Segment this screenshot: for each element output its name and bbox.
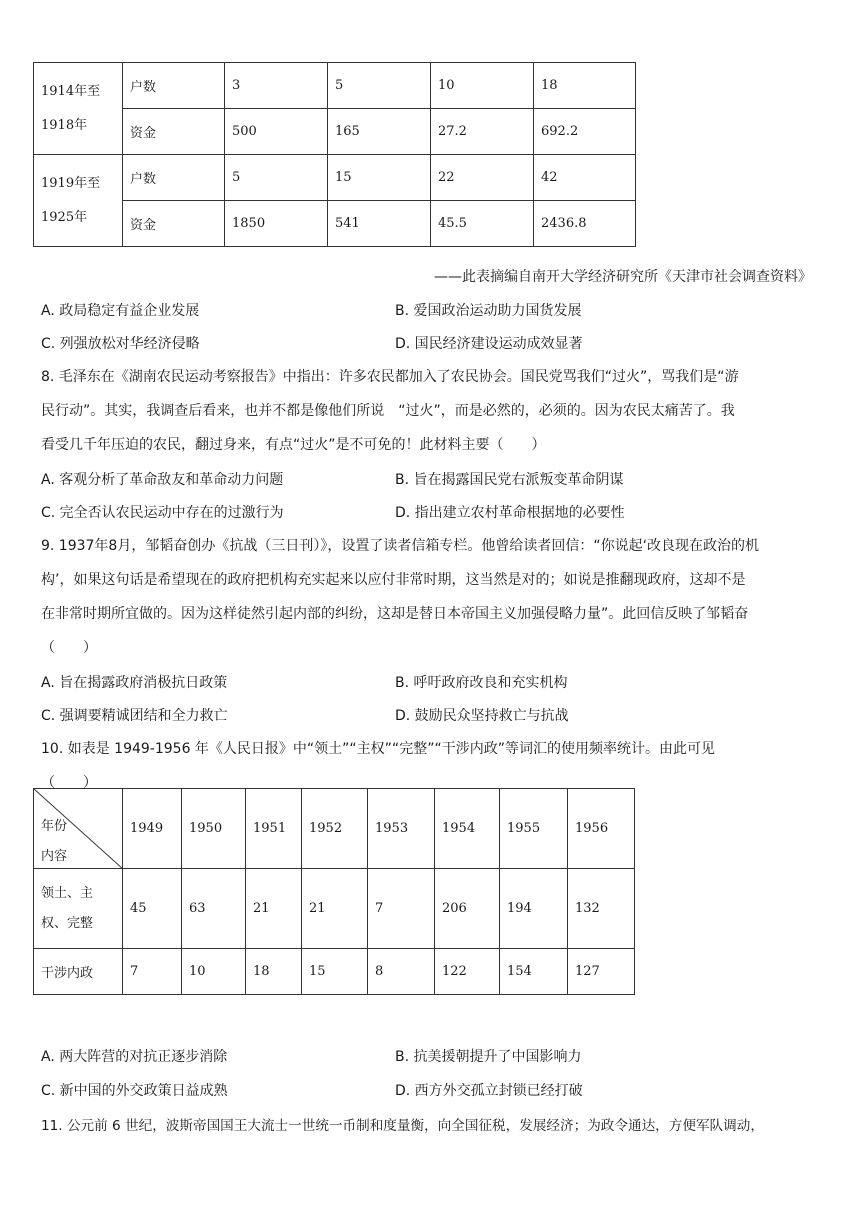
q9-option-a[interactable]: A. 旨在揭露政府消极抗日政策 bbox=[41, 675, 228, 691]
cell: 165 bbox=[328, 109, 431, 155]
q7-option-a[interactable]: A. 政局稳定有益企业发展 bbox=[41, 303, 200, 319]
cell: 15 bbox=[302, 949, 368, 995]
q8-option-c[interactable]: C. 完全否认农民运动中存在的过激行为 bbox=[41, 505, 284, 521]
cell: 27.2 bbox=[431, 109, 534, 155]
q7-option-d[interactable]: D. 国民经济建设运动成效显著 bbox=[395, 336, 583, 352]
header-diagonal-cell bbox=[34, 789, 123, 869]
row-label-interference: 干涉内政 bbox=[34, 949, 123, 995]
header-year: 年份 bbox=[41, 819, 68, 834]
cell: 22 bbox=[431, 155, 534, 201]
q10-option-c[interactable]: C. 新中国的外交政策日益成熟 bbox=[41, 1083, 228, 1099]
year-header: 1956 bbox=[568, 789, 635, 869]
q8-stem-2: 民行动”。其实，我调查后看来，也并不都是像他们所说 “过火”，而是必然的，必须的。因为农民太痛苦了。我 bbox=[41, 403, 735, 419]
cell: 500 bbox=[225, 109, 328, 155]
period-cell: 1919年至 1925年 bbox=[34, 155, 123, 247]
cell: 10 bbox=[182, 949, 246, 995]
cell: 18 bbox=[246, 949, 302, 995]
q10-stem-2: （ ） bbox=[41, 775, 97, 791]
q9-stem-4: （ ） bbox=[41, 640, 97, 656]
cell: 7 bbox=[368, 869, 435, 949]
row-label: 户数 bbox=[123, 63, 225, 109]
q7-option-b[interactable]: B. 爱国政治运动助力国货发展 bbox=[395, 303, 582, 319]
q9-stem-2: 构’，如果这句话是希望现在的政府把机构充实起来以应付非常时期，这当然是对的；如说是推翻现政府，这却不是 bbox=[41, 572, 746, 588]
row-label: 资金 bbox=[123, 109, 225, 155]
row-label-sovereignty: 领土、主 权、完整 bbox=[34, 869, 123, 949]
q9-option-d[interactable]: D. 鼓励民众坚持救亡与抗战 bbox=[395, 708, 569, 724]
cell: 132 bbox=[568, 869, 635, 949]
q9-stem-3: 在非常时期所宜做的。因为这样徒然引起内部的纠纷，这却是替日本帝国主义加强侵略力量”。此回信反映了邹韬奋 bbox=[41, 606, 749, 622]
cell: 5 bbox=[225, 155, 328, 201]
cell: 21 bbox=[302, 869, 368, 949]
year-header: 1955 bbox=[500, 789, 568, 869]
row-label: 户数 bbox=[123, 155, 225, 201]
cell: 45 bbox=[123, 869, 182, 949]
q8-option-d[interactable]: D. 指出建立农村革命根据地的必要性 bbox=[395, 505, 625, 521]
cell: 206 bbox=[435, 869, 500, 949]
q9-option-c[interactable]: C. 强调要精诚团结和全力救亡 bbox=[41, 708, 228, 724]
cell: 5 bbox=[328, 63, 431, 109]
cell: 127 bbox=[568, 949, 635, 995]
cell: 2436.8 bbox=[534, 201, 636, 247]
cell: 21 bbox=[246, 869, 302, 949]
year-header: 1949 bbox=[123, 789, 182, 869]
year-header: 1950 bbox=[182, 789, 246, 869]
cell: 8 bbox=[368, 949, 435, 995]
q10-option-b[interactable]: B. 抗美援朝提升了中国影响力 bbox=[395, 1049, 582, 1065]
cell: 10 bbox=[431, 63, 534, 109]
q10-option-a[interactable]: A. 两大阵营的对抗正逐步消除 bbox=[41, 1049, 228, 1065]
year-header: 1953 bbox=[368, 789, 435, 869]
year-header: 1951 bbox=[246, 789, 302, 869]
q11-stem-1: 11. 公元前 6 世纪，波斯帝国国王大流士一世统一币制和度量衡，向全国征税，发展经济；为政令通达，方便军队调动， bbox=[41, 1118, 764, 1134]
year-header: 1952 bbox=[302, 789, 368, 869]
cell: 692.2 bbox=[534, 109, 636, 155]
cell: 45.5 bbox=[431, 201, 534, 247]
period-cell: 1914年至 1918年 bbox=[34, 63, 123, 155]
q9-stem-1: 9. 1937年8月，邹韬奋创办《抗战（三日刊）》，设置了读者信箱专栏。他曾给读者回信：“你说起‘改良现在政治的机 bbox=[41, 538, 760, 554]
q9-option-b[interactable]: B. 呼吁政府改良和充实机构 bbox=[395, 675, 568, 691]
cell: 63 bbox=[182, 869, 246, 949]
row-label: 资金 bbox=[123, 201, 225, 247]
cell: 42 bbox=[534, 155, 636, 201]
q10-stem-1: 10. 如表是 1949-1956 年《人民日报》中“领土”“主权”“完整”“干涉内政”等词汇的使用频率统计。由此可见 bbox=[41, 741, 715, 757]
cell: 122 bbox=[435, 949, 500, 995]
cell: 194 bbox=[500, 869, 568, 949]
word-frequency-table bbox=[33, 788, 635, 995]
cell: 15 bbox=[328, 155, 431, 201]
year-header: 1954 bbox=[435, 789, 500, 869]
cell: 3 bbox=[225, 63, 328, 109]
header-content: 内容 bbox=[41, 849, 68, 864]
cell: 7 bbox=[123, 949, 182, 995]
cell: 18 bbox=[534, 63, 636, 109]
cell: 1850 bbox=[225, 201, 328, 247]
q8-stem-3: 看受几千年压迫的农民，翻过身来，有点“过火”是不可免的！此材料主要（ ） bbox=[41, 437, 546, 453]
q7-option-c[interactable]: C. 列强放松对华经济侵略 bbox=[41, 336, 200, 352]
q8-stem-1: 8. 毛泽东在《湖南农民运动考察报告》中指出：许多农民都加入了农民协会。国民党骂我们“过火”，骂我们是“游 bbox=[41, 369, 739, 385]
q8-option-a[interactable]: A. 客观分析了革命敌友和革命动力问题 bbox=[41, 472, 284, 488]
enterprise-table bbox=[33, 62, 636, 247]
q10-option-d[interactable]: D. 西方外交孤立封锁已经打破 bbox=[395, 1083, 583, 1099]
cell: 541 bbox=[328, 201, 431, 247]
cell: 154 bbox=[500, 949, 568, 995]
q8-option-b[interactable]: B. 旨在揭露国民党右派叛变革命阴谋 bbox=[395, 472, 624, 488]
table-source: ——此表摘编自南开大学经济研究所《天津市社会调查资料》 bbox=[434, 269, 812, 285]
